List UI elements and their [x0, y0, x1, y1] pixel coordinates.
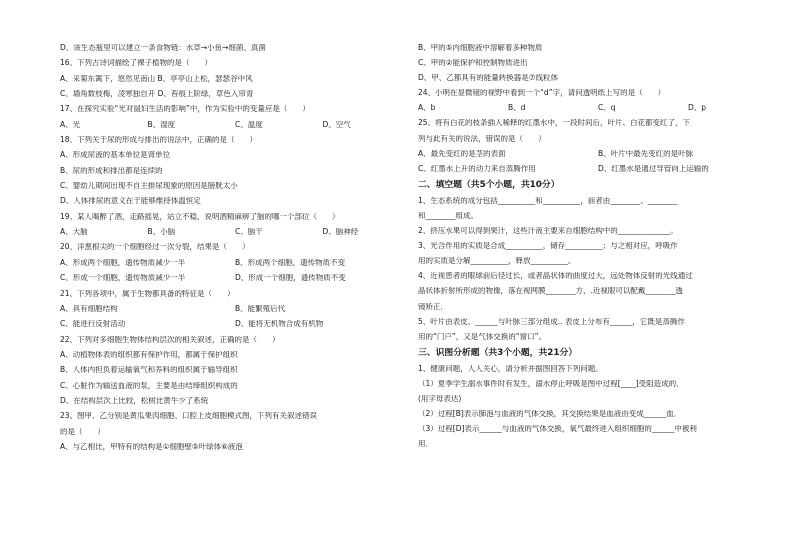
answer-option: D、p: [688, 104, 707, 113]
section-heading: 二、填空题（共5个小题，共10分）: [418, 179, 560, 190]
answer-option: C、红墨水上升的动力来自蒸腾作用: [418, 164, 536, 173]
text-line: （1）夏季学生溺水事件时有发生，溺水停止呼吸是图中过程[____]受阻造成的．: [418, 379, 684, 388]
text-line: A、形成尿液的基本单位是肾单位: [60, 151, 171, 160]
answer-options: [418, 104, 778, 112]
answer-option: B、形成两个细胞，遗传物质不变: [235, 258, 346, 267]
text-line: C、婴幼儿期间出现不自主排尿现象的原因是膀胱太小: [60, 182, 238, 191]
answer-options: [60, 259, 410, 267]
answer-options: [60, 228, 410, 236]
text-line: 和________组成。: [418, 211, 478, 220]
text-line: 3、光合作用的实质是合成__________，储存__________；与之相对应，呼吸作: [418, 242, 678, 251]
text-line: D、甲、乙都具有的能量转换器是⑦线粒体: [418, 74, 558, 83]
text-line: 1、生态系统的成分包括__________和__________，前者由________、________: [418, 196, 678, 205]
text-line: (用字母表达): [418, 394, 462, 403]
text-line: 24、小明在显微镜的视野中看到一个“d”字，请问透明纸上写的是（ ）: [418, 89, 666, 98]
text-line: C、墙角数枝梅，凌寒独自开 D、苔痕上阶绿，草色入帘青: [60, 90, 254, 99]
text-line: B、人体内担负着运输氧气和养料的组织属于输导组织: [60, 366, 238, 375]
answer-option: D、脑神经: [322, 228, 359, 237]
answer-option: A、b: [418, 104, 436, 113]
text-line: 用的实质是分解__________，释放__________。: [418, 257, 576, 266]
answer-option: D、红墨水是通过导管向上运输的: [598, 164, 709, 173]
text-line: 2、挤压水果可以得到果汁，这些汁液主要来自细胞结构中的______________。: [418, 227, 678, 236]
answer-option: C、q: [598, 104, 616, 113]
text-line: 的是（ ）: [60, 427, 105, 436]
text-line: 用．: [418, 440, 433, 449]
text-line: C、心脏作为输送血液的泵，主要是由结缔组织构成的: [60, 381, 238, 390]
text-line: 晶状体折射所形成的物像，落在视网膜________方，.近视眼可以配戴________透: [418, 287, 683, 296]
text-line: 16、下列古诗词描绘了裸子植物的是（ ）: [60, 59, 213, 68]
answer-options: [60, 121, 410, 129]
answer-option: B、叶片中最先变红的是叶脉: [598, 149, 694, 158]
answer-options: [60, 274, 410, 282]
answer-option: A、形成两个细胞，遗传物质减少一半: [60, 258, 186, 267]
text-line: （2）过程[B]表示肺泡与血液的气体交换，其交换结果是血液由变成______血．: [418, 410, 682, 419]
text-line: D、该生态瓶里可以建立一条食物链：水草→小鱼→细菌、真菌: [60, 44, 266, 52]
text-line: 17、在探究实验“光对鼠妇生活的影响”中，作为实验中的变量应是（ ）: [60, 105, 310, 114]
text-line: （3）过程[D]表示______与血液的气体交换，氧气最终进入组织细胞的______中被利: [418, 425, 697, 434]
text-line: D、人体排尿的意义在于能够维持体温恒定: [60, 197, 201, 206]
text-line: A、与乙相比，甲特有的结构是①细胞壁⑤叶绿体⑥液泡: [60, 442, 243, 451]
answer-option: C、能进行反射活动: [60, 320, 126, 329]
answer-option: C、温度: [235, 120, 263, 129]
answer-option: D、形成一个细胞，遗传物质不变: [235, 274, 346, 283]
answer-option: D、能将无机物合成有机物: [235, 320, 324, 329]
answer-option: C、形成一个细胞，遗传物质减少一半: [60, 274, 186, 283]
answer-option: B、湿度: [147, 120, 176, 129]
text-line: A、动植物体表的组织都有保护作用，都属于保护组织: [60, 350, 238, 359]
answer-options: [418, 150, 778, 158]
text-line: B、尿的形成和排出都是连续的: [60, 166, 163, 175]
text-line: 镜矫正．: [418, 302, 448, 311]
answer-option: C、脑干: [235, 228, 263, 237]
text-line: 25、将有白花的枝条插入稀释的红墨水中，一段时间后，叶片、白花都变红了，下: [418, 119, 691, 128]
text-line: 1、健康问题，人人关心，请分析并据图回答下列问题。: [418, 364, 603, 373]
text-line: 21、下列各项中，属于生物都具备的特征是（ ）: [60, 289, 235, 298]
text-line: 20、洋葱根尖的一个细胞经过一次分裂，结果是（ ）: [60, 243, 250, 252]
answer-options: [60, 320, 410, 328]
text-line: A、采菊东篱下，悠然见南山 B、亭亭山上松，瑟瑟谷中风: [60, 74, 253, 83]
text-line: 23、图甲、乙分别是黄瓜果肉细胞、口腔上皮细胞模式图，下列有关叙述错误: [60, 412, 318, 421]
section-heading: 三、识图分析题（共3个小题，共21分）: [418, 347, 578, 358]
answer-option: B、d: [508, 104, 526, 113]
answer-options: [60, 305, 410, 313]
answer-options: [418, 165, 778, 173]
text-line: 19、某人喝醉了酒，走路摇晃，站立不稳，说明酒精麻痹了脑的哪一个部位（ ）: [60, 212, 340, 221]
right-column: [418, 44, 778, 455]
answer-option: A、大脑: [60, 228, 88, 237]
answer-option: D、空气: [322, 120, 351, 129]
answer-option: B、能繁殖后代: [235, 304, 286, 313]
text-line: 18、下列关于尿的形成与排出的说法中，正确的是（ ）: [60, 136, 258, 145]
text-line: D、在结构层次上比较，松树比黄牛少了系统: [60, 396, 209, 405]
text-line: C、甲的②能保护和控制物质进出: [418, 59, 528, 68]
text-line: 22、下列对多细胞生物体结构层次的相关叙述，正确的是（ ）: [60, 335, 280, 344]
answer-option: A、具有细胞结构: [60, 304, 118, 313]
text-line: 用的“门户”，又是气体交换的“窗口”。: [418, 332, 547, 341]
text-line: 列与此有关的说法，错误的是（ ）: [418, 134, 546, 143]
answer-option: A、光: [60, 120, 81, 129]
text-line: 4、近视患者的眼球前后径过长，或者晶状体的曲度过大，远处物体反射的光线通过: [418, 272, 693, 281]
text-line: B、甲的⑤内细胞液中溶解着多种物质: [418, 44, 543, 52]
answer-option: A、最先变红的是茎的表面: [418, 149, 506, 158]
text-line: 5、叶片由表皮、______与叶脉三部分组成.. 表皮上分布有______，它既是蒸腾作: [418, 317, 685, 326]
left-column: [60, 44, 410, 458]
answer-option: B、小脑: [147, 228, 176, 237]
